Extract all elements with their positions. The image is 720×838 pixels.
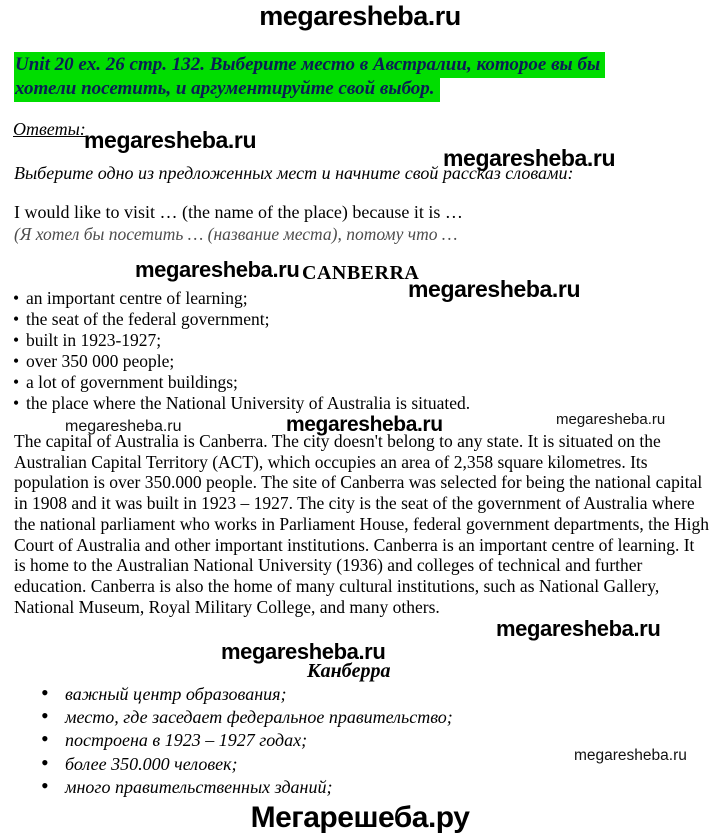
canberra-paragraph: The capital of Australia is Canberra. The city doesn't belong to any state. It is situated on the Australian Capital Territory (ACT), which occupies an area of 2,358 square kilometres. Its population is over 350.000 people. The site of Canberra was selected for being the national capital in 1908 and it was built in 1923 – 1927. The city is the seat of the government of Australia where the national parliament who works in Parliament House, federal government departments, the High Court of Australia and other important institutions. Canberra is an important centre of learning. It is home to the Australian National University (1936) and colleges of technical and further education. Canberra is also the home of many cultural institutions, such as National Gallery, National Museum, Royal Military College, and many others. [14,431,709,617]
watermark-below-paragraph: megaresheba.ru [221,639,386,664]
watermark-row-right: megaresheba.ru [556,411,666,428]
canberra-facts-list-english [13,288,703,414]
list-item: • an important centre of learning; [13,288,703,309]
list-item: • важный центр образования; [41,683,641,706]
starter-phrase-english: I would like to visit … (the name of the place) because it is … [14,202,463,222]
task-highlighted-text: Unit 20 ex. 26 стр. 132. Выберите место в Австралии, которое вы бы хотели посетить, и аргументируйте свой выбор. [14,52,605,102]
watermark-russian-right: megaresheba.ru [574,747,687,764]
watermark-canberra-left: megaresheba.ru [135,257,300,282]
watermark-row-center: megaresheba.ru [286,413,443,436]
watermark-right-upper: megaresheba.ru [443,145,616,171]
site-header-watermark: megaresheba.ru [259,1,461,31]
canberra-heading-russian: Канберра [307,660,391,682]
watermark-canberra-right: megaresheba.ru [408,276,581,302]
starter-phrase-russian: (Я хотел бы посетить … (название места), потому что … [14,224,458,244]
canberra-heading-english: CANBERRA [302,262,420,284]
answers-label: Ответы: [13,119,86,139]
watermark-row-left: megaresheba.ru [65,418,182,435]
canberra-facts-list-russian [41,683,641,799]
list-item: • построена в 1923 – 1927 годах; [41,729,641,752]
site-footer-title: Мегарешеба.ру [250,801,470,834]
intro-instruction: Выберите одно из предложенных мест и начните свой рассказ словами: [14,163,574,183]
list-item: • built in 1923-1927; [13,330,703,351]
task-heading [14,53,656,101]
list-item: • место, где заседает федеральное правительство; [41,706,641,729]
list-item: • много правительственных зданий; [41,776,641,799]
list-item: • a lot of government buildings; [13,372,703,393]
list-item: • over 350 000 people; [13,351,703,372]
list-item: • the place where the National University of Australia is situated. [13,393,703,414]
list-item: • the seat of the federal government; [13,309,703,330]
watermark-after-answers: megaresheba.ru [84,127,257,153]
list-item: • более 350.000 человек; [41,753,641,776]
watermark-paragraph-end: megaresheba.ru [496,616,661,641]
